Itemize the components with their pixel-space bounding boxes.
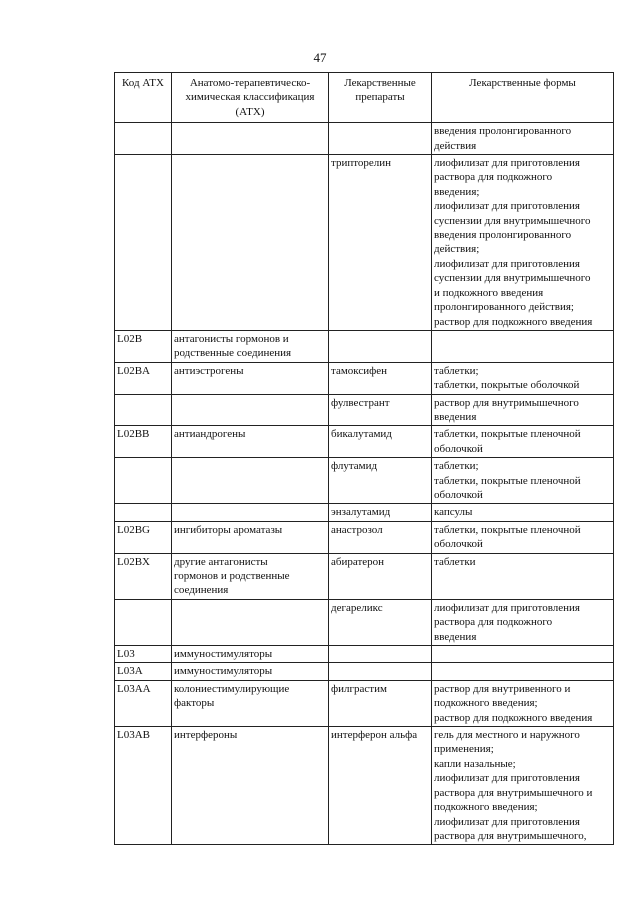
cell-drug — [329, 330, 432, 362]
cell-classification: иммуностимуляторы — [172, 646, 329, 663]
cell-classification — [172, 155, 329, 331]
table-row — [115, 330, 614, 362]
cell-code: L02B — [115, 330, 172, 362]
cell-drug — [329, 123, 432, 155]
cell-classification — [172, 599, 329, 645]
table-row — [115, 553, 614, 599]
header-classification: Анатомо-терапевтическо-химическая классификация (АТХ) — [172, 73, 329, 123]
cell-forms: таблетки, покрытые пленочной оболочкой — [432, 426, 614, 458]
table-header-row — [115, 73, 614, 123]
cell-code: L02BA — [115, 362, 172, 394]
cell-code: L03AA — [115, 680, 172, 726]
table-row — [115, 155, 614, 331]
cell-classification — [172, 394, 329, 426]
cell-forms: лиофилизат для приготовления раствора для подкожного введения; лиофилизат для приготовления суспензии для внутримышечного введения пролонгированного действия; лиофилизат для приготовления суспензии для внутримышечного и подкожного введения пролонгированного действия; раствор для подкожного введения — [432, 155, 614, 331]
atx-table — [114, 72, 614, 845]
cell-drug — [329, 663, 432, 680]
table-row — [115, 504, 614, 521]
cell-classification: антиандрогены — [172, 426, 329, 458]
cell-drug — [329, 646, 432, 663]
cell-code: L02BX — [115, 553, 172, 599]
page-number: 47 — [313, 50, 327, 65]
cell-drug: фулвестрант — [329, 394, 432, 426]
table-row — [115, 727, 614, 845]
cell-drug: интерферон альфа — [329, 727, 432, 845]
cell-classification: ингибиторы ароматазы — [172, 521, 329, 553]
cell-code: L03 — [115, 646, 172, 663]
header-drugs: Лекарственные препараты — [329, 73, 432, 123]
table-row — [115, 599, 614, 645]
cell-drug: дегареликс — [329, 599, 432, 645]
cell-drug: абиратерон — [329, 553, 432, 599]
cell-classification — [172, 458, 329, 504]
cell-classification: колониестимулирующие факторы — [172, 680, 329, 726]
cell-classification — [172, 123, 329, 155]
cell-code — [115, 394, 172, 426]
cell-forms: раствор для внутримышечного введения — [432, 394, 614, 426]
table-row — [115, 646, 614, 663]
cell-classification: интерфероны — [172, 727, 329, 845]
table-row — [115, 362, 614, 394]
cell-forms — [432, 663, 614, 680]
cell-code — [115, 599, 172, 645]
cell-code: L02BG — [115, 521, 172, 553]
cell-drug: флутамид — [329, 458, 432, 504]
table-row — [115, 680, 614, 726]
cell-classification: другие антагонисты гормонов и родственные соединения — [172, 553, 329, 599]
cell-forms: таблетки, покрытые пленочной оболочкой — [432, 521, 614, 553]
cell-code: L03AB — [115, 727, 172, 845]
cell-forms: таблетки; таблетки, покрытые пленочной оболочкой — [432, 458, 614, 504]
table-body — [115, 123, 614, 845]
cell-forms: гель для местного и наружного применения; капли назальные; лиофилизат для приготовления раствора для внутримышечного и подкожного введения; лиофилизат для приготовления раствора для внутримышечного, — [432, 727, 614, 845]
table-row — [115, 123, 614, 155]
cell-code — [115, 504, 172, 521]
cell-drug: филграстим — [329, 680, 432, 726]
header-forms: Лекарственные формы — [432, 73, 614, 123]
cell-forms: таблетки; таблетки, покрытые оболочкой — [432, 362, 614, 394]
cell-forms — [432, 646, 614, 663]
header-code: Код АТХ — [115, 73, 172, 123]
cell-drug: бикалутамид — [329, 426, 432, 458]
cell-code: L02BB — [115, 426, 172, 458]
cell-drug: трипторелин — [329, 155, 432, 331]
table-row — [115, 426, 614, 458]
cell-drug: тамоксифен — [329, 362, 432, 394]
cell-forms: таблетки — [432, 553, 614, 599]
cell-forms: раствор для внутривенного и подкожного введения; раствор для подкожного введения — [432, 680, 614, 726]
cell-code: L03A — [115, 663, 172, 680]
cell-classification — [172, 504, 329, 521]
cell-code — [115, 458, 172, 504]
cell-drug: энзалутамид — [329, 504, 432, 521]
cell-code — [115, 123, 172, 155]
table-row — [115, 458, 614, 504]
cell-forms: введения пролонгированного действия — [432, 123, 614, 155]
cell-code — [115, 155, 172, 331]
table-row — [115, 521, 614, 553]
cell-forms: лиофилизат для приготовления раствора для подкожного введения — [432, 599, 614, 645]
table-row — [115, 394, 614, 426]
cell-classification: антагонисты гормонов и родственные соединения — [172, 330, 329, 362]
cell-forms — [432, 330, 614, 362]
cell-forms: капсулы — [432, 504, 614, 521]
table-row — [115, 663, 614, 680]
cell-drug: анастрозол — [329, 521, 432, 553]
cell-classification: иммуностимуляторы — [172, 663, 329, 680]
cell-classification: антиэстрогены — [172, 362, 329, 394]
